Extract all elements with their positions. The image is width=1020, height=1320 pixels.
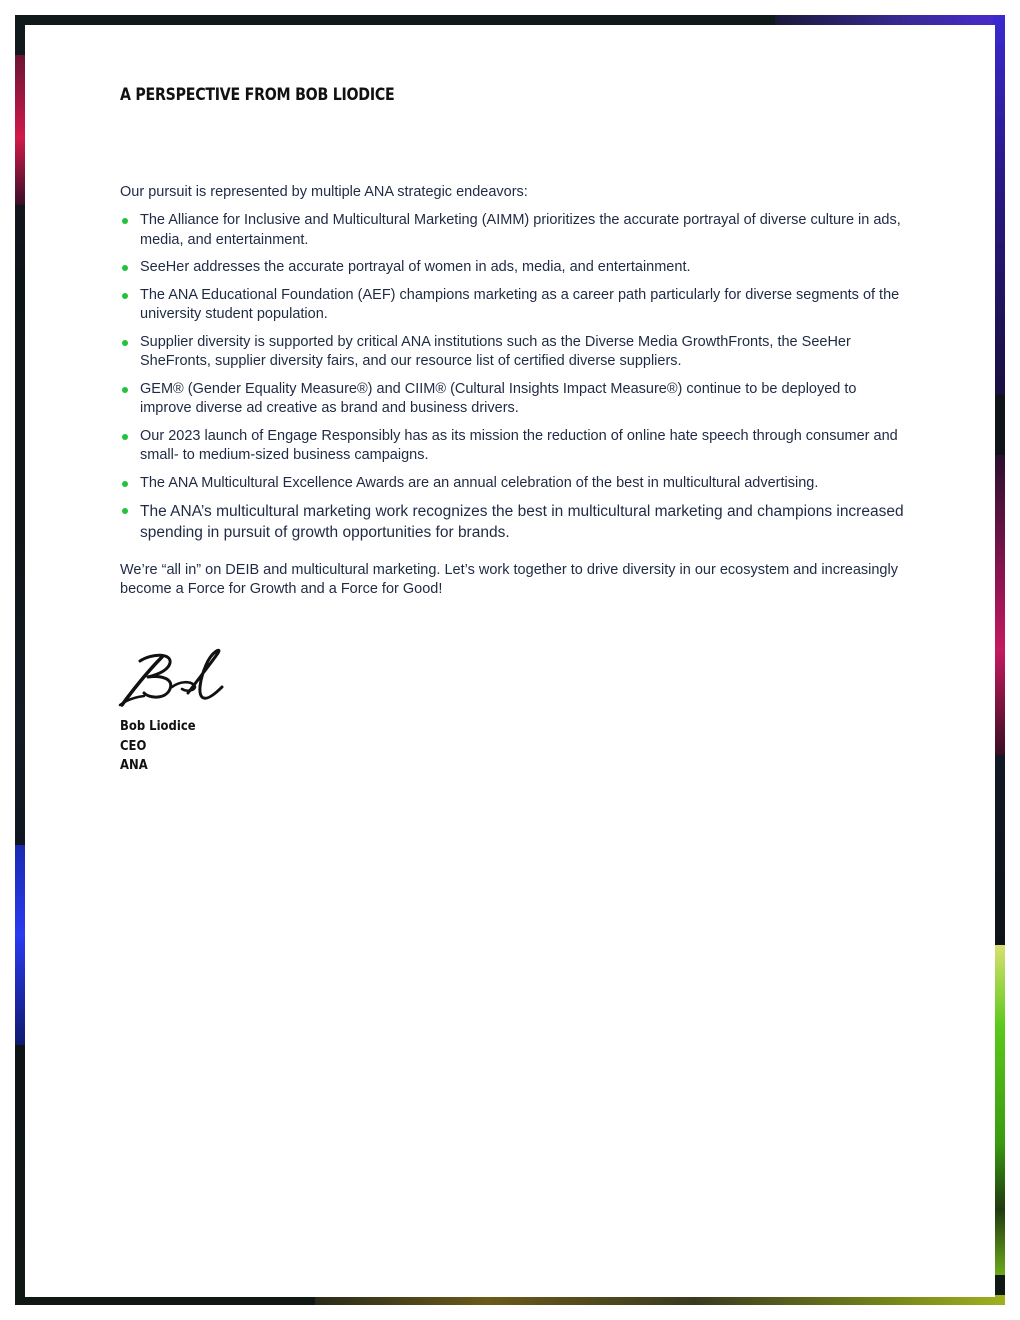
signatory-role: CEO bbox=[120, 737, 147, 754]
document-page bbox=[25, 25, 995, 1297]
list-item bbox=[120, 258, 910, 278]
bullet-icon bbox=[122, 434, 128, 440]
list-item bbox=[120, 474, 910, 494]
handwritten-signature bbox=[118, 647, 228, 709]
border-accent-red bbox=[15, 55, 25, 205]
border-accent-violet-top bbox=[775, 15, 1005, 25]
list-item-text: Supplier diversity is supported by critical ANA institutions such as the Diverse Media GrowthFronts, the SeeHer SheFronts, supplier diversity fairs, and our resource list of certified diverse suppliers. bbox=[140, 333, 851, 369]
signatory-org: ANA bbox=[120, 757, 148, 773]
list-item-text: The ANA’s multicultural marketing work recognizes the best in multicultural marketing and champions increased spending in pursuit of growth opportunities for brands. bbox=[140, 503, 904, 541]
bullet-icon bbox=[122, 387, 128, 393]
list-item-text: The ANA Educational Foundation (AEF) champions marketing as a career path particularly for diverse segments of the university student population. bbox=[140, 286, 900, 322]
list-item-text: GEM® (Gender Equality Measure®) and CIIM® (Cultural Insights Impact Measure®) continue to be deployed to improve diverse ad creative as brand and business drivers. bbox=[140, 380, 857, 416]
bullet-icon bbox=[122, 340, 128, 346]
list-item-text: The ANA Multicultural Excellence Awards are an annual celebration of the best in multicultural advertising. bbox=[140, 474, 819, 491]
page-title: A PERSPECTIVE FROM BOB LIODICE bbox=[120, 85, 395, 104]
list-item-text: Our 2023 launch of Engage Responsibly has as its mission the reduction of online hate speech through consumer and small- to medium-sized business campaigns. bbox=[140, 427, 898, 463]
endeavors-list bbox=[120, 211, 910, 551]
bullet-icon bbox=[122, 293, 128, 299]
list-item bbox=[120, 501, 910, 543]
bullet-icon bbox=[122, 218, 128, 224]
intro-paragraph: Our pursuit is represented by multiple ANA strategic endeavors: bbox=[120, 184, 528, 200]
bullet-icon bbox=[122, 508, 128, 514]
bullet-icon bbox=[122, 265, 128, 271]
border-accent-blue bbox=[15, 845, 25, 1045]
list-item bbox=[120, 333, 910, 372]
closing-paragraph: We’re “all in” on DEIB and multicultural marketing. Let’s work together to drive diversity in our ecosystem and increasingly become a Force for Growth and a Force for Good! bbox=[120, 562, 898, 597]
list-item bbox=[120, 427, 910, 466]
list-item-text: The Alliance for Inclusive and Multicultural Marketing (AIMM) prioritizes the accurate portrayal of diverse culture in ads, media, and entertainment. bbox=[140, 212, 901, 248]
list-item-text: SeeHer addresses the accurate portrayal of women in ads, media, and entertainment. bbox=[140, 259, 691, 275]
signatory-name: Bob Liodice bbox=[120, 718, 196, 734]
signatory-block bbox=[120, 717, 196, 776]
list-item bbox=[120, 380, 910, 419]
list-item bbox=[120, 286, 910, 325]
list-item bbox=[120, 211, 910, 250]
bullet-icon bbox=[122, 481, 128, 487]
